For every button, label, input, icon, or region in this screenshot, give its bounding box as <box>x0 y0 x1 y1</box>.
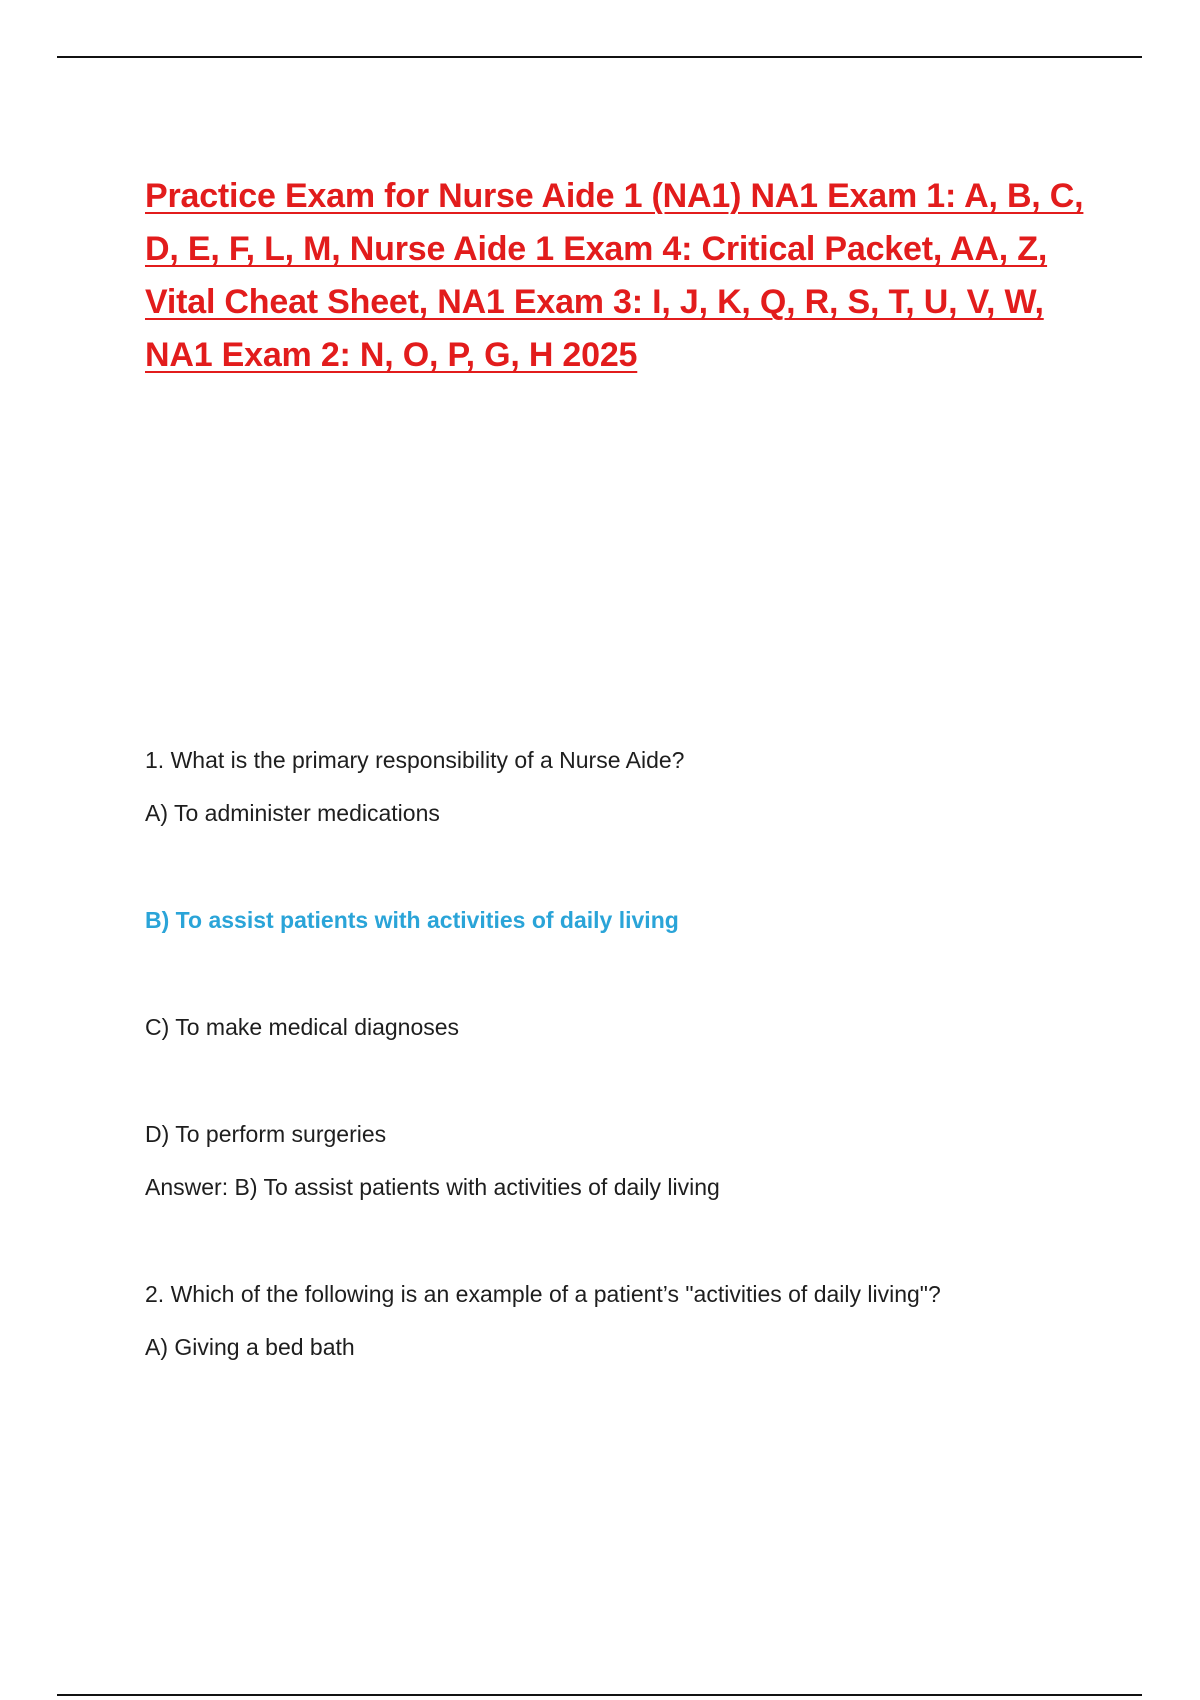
document-title: Practice Exam for Nurse Aide 1 (NA1) NA1 Exam 1: A, B, C, D, E, F, L, M, Nurse Aide 1 Exam 4: Critical Packet, AA, Z, Vital Cheat Sheet, NA1 Exam 3: I, J, K, Q, R, S, T, U, V, W, NA1 Exam 2: N, O, P, G, H 2025 <box>145 177 1084 374</box>
bottom-rule <box>57 1694 1142 1696</box>
question-1-option-d: D) To perform surgeries <box>145 1121 387 1147</box>
question-1-option-c: C) To make medical diagnoses <box>145 1014 460 1040</box>
question-2-text: 2. Which of the following is an example of a patient’s "activities of daily living"? <box>145 1281 941 1307</box>
question-1-option-b-correct: B) To assist patients with activities of daily living <box>145 907 679 933</box>
top-rule <box>57 56 1142 58</box>
question-1-option-a: A) To administer medications <box>145 800 440 826</box>
question-1-answer: Answer: B) To assist patients with activities of daily living <box>145 1174 720 1200</box>
question-1-text: 1. What is the primary responsibility of a Nurse Aide? <box>145 747 685 773</box>
question-2-option-a: A) Giving a bed bath <box>145 1334 355 1360</box>
